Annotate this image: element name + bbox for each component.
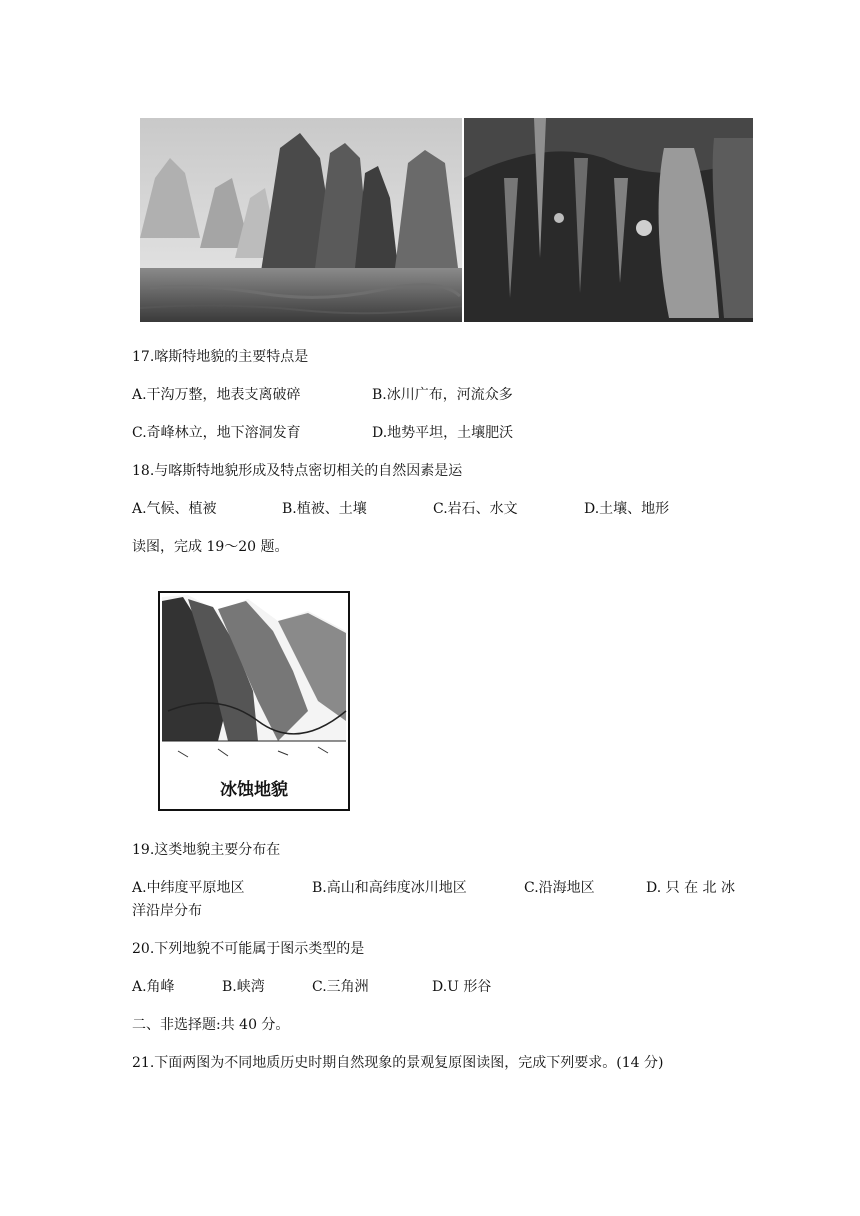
question-20-stem: 20.下列地貌不可能属于图示类型的是 [132, 941, 365, 957]
karst-peak-image [140, 118, 462, 322]
question-19-stem: 19.这类地貌主要分布在 [132, 842, 281, 858]
question-20-option-d: D.U 形谷 [432, 979, 492, 995]
question-21-stem: 21.下面两图为不同地质历史时期自然现象的景观复原图读图，完成下列要求。(14 分) [132, 1055, 664, 1071]
question-19-option-b: B.高山和高纬度冰川地区 [312, 880, 467, 896]
reading-instruction: 读图，完成 19～20 题。 [132, 539, 289, 555]
glacial-caption: 冰蚀地貌 [220, 780, 288, 800]
question-17-option-b: B.冰川广布，河流众多 [372, 387, 513, 403]
question-19-option-d: D. 只 在 北 冰 [646, 880, 735, 896]
glacial-erosion-figure [158, 591, 350, 811]
question-18-option-a: A.气候、植被 [132, 501, 217, 517]
question-18-option-b: B.植被、土壤 [282, 501, 367, 517]
question-18-option-c: C.岩石、水文 [433, 501, 518, 517]
karst-cave-image [464, 118, 753, 322]
question-18-option-d: D.土壤、地形 [584, 501, 670, 517]
question-17-option-a: A.干沟万整，地表支离破碎 [132, 387, 301, 403]
question-19-option-d-wrap: 洋沿岸分布 [132, 903, 202, 919]
question-17-option-c: C.奇峰林立，地下溶洞发育 [132, 425, 301, 441]
question-18-stem: 18.与喀斯特地貌形成及特点密切相关的自然因素是运 [132, 463, 463, 479]
question-17-option-d: D.地势平坦，土壤肥沃 [372, 425, 514, 441]
karst-cave-photo [464, 118, 753, 322]
question-19-option-c: C.沿海地区 [524, 880, 595, 896]
question-20-option-a: A.角峰 [132, 979, 175, 995]
question-17-stem: 17.喀斯特地貌的主要特点是 [132, 349, 309, 365]
glacial-erosion-image [158, 591, 350, 811]
question-19-option-a: A.中纬度平原地区 [132, 880, 245, 896]
karst-peak-photo [140, 118, 462, 322]
section-heading: 二、非选择题:共 40 分。 [132, 1017, 290, 1033]
question-20-option-b: B.峡湾 [222, 979, 265, 995]
question-20-option-c: C.三角洲 [312, 979, 369, 995]
